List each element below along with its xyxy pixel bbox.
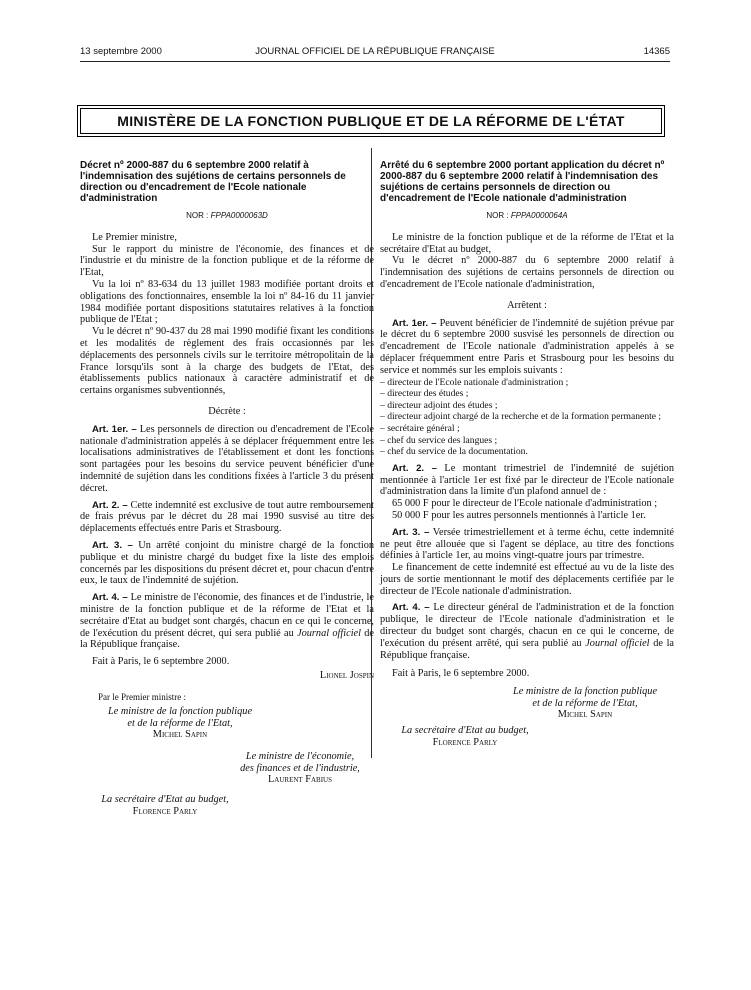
journal-title: JOURNAL OFFICIEL DE LA RÉPUBLIQUE FRANÇAISE <box>255 46 495 57</box>
list-item: – chef du service des langues ; <box>380 434 498 446</box>
decree-column <box>80 160 374 817</box>
decrete-heading: Décrète : <box>208 405 246 417</box>
article-text: Le montant trimestriel de l'indemnité de sujétion mentionnée à l'article 1er est fixé par le directeur de l'Ecole nationale d'administration dans la limite d'un plafond annuel de : <box>380 462 674 498</box>
signatory-title: La secrétaire d'Etat au budget, <box>101 794 229 806</box>
article-text: Versée trimestriellement et à terme échu, cette indemnité ne peut être allouée que si l'agent se déplace, au titre des fonctions définies à l'article 1er, au moins vingt-quatre jours par trimestre. <box>380 526 674 562</box>
arrete-article <box>380 602 674 661</box>
signatory-name: Florence Parly <box>432 736 498 748</box>
list-item: – directeur de l'Ecole nationale d'administration ; <box>380 376 569 388</box>
signatory-name: Michel Sapin <box>152 729 208 741</box>
ministry-banner: MINISTÈRE DE LA FONCTION PUBLIQUE ET DE LA RÉFORME DE L'ÉTAT <box>80 108 662 134</box>
amount-line: 50 000 F pour les autres personnels mentionnés à l'article 1er. <box>392 509 646 521</box>
signatory-block <box>380 725 550 748</box>
nor-label: NOR : <box>186 211 211 220</box>
arrete-para: Vu le décret nº 2000-887 du 6 septembre 2000 relatif à l'indemnisation des sujétions de certains personnels de direction ou d'encadrement de l'Ecole nationale d'administration, <box>380 255 674 290</box>
arrete-nor <box>380 210 674 222</box>
article-label: Art. 3. – <box>92 539 133 551</box>
article-label: Art. 1er. – <box>392 317 437 329</box>
page-header <box>80 46 670 60</box>
list-item: – directeur adjoint des études ; <box>380 399 498 411</box>
signatory-title: Le ministre de la fonction publique <box>512 686 658 698</box>
article-text: de la République française. <box>380 637 674 661</box>
nor-label: NOR : <box>486 211 511 220</box>
article-text: Le ministre de l'économie, des finances et de l'industrie, le ministre de la fonction publique et de la réforme de l'Etat et la secrétaire d'Etat au budget sont chargés, chacun en ce qui le concerne, de l'exécution du présent décret, qui sera publié au <box>80 592 374 639</box>
arrete-article <box>380 527 674 562</box>
article-text: Un arrêté conjoint du ministre chargé de la fonction publique et du ministre chargé du budget fixe la liste des emplois concernés par les dispositions du présent décret et, pour chacun d'entre eux, le taux de l'indemnité de sujétion. <box>80 539 374 587</box>
article-label: Art. 3. – <box>392 526 430 538</box>
article-text: Le directeur général de l'administration et de la fonction publique, le directeur de l'Ecole nationale d'administration et le directeur du budget sont chargés, chacun en ce qui le concerne, de l'exécution du présent arrêté, qui sera publié au <box>380 602 674 649</box>
header-date: 13 septembre 2000 <box>80 46 162 57</box>
signatory-title: et de la réforme de l'Etat, <box>127 717 233 729</box>
signatory-title: La secrétaire d'Etat au budget, <box>401 725 529 737</box>
nor-code: FPPA0000064A <box>510 211 568 220</box>
list-item: – chef du service de la documentation. <box>380 446 528 458</box>
journal-officiel-ref: Journal officiel <box>585 637 650 649</box>
decree-article <box>80 500 374 535</box>
signatory-block <box>490 686 680 721</box>
list-item: – directeur adjoint chargé de la recherche et de la formation permanente ; <box>380 411 662 423</box>
arrete-title: Arrêté du 6 septembre 2000 portant application du décret nº 2000-887 du 6 septembre 2000 relatif à l'indemnisation des sujétions de certains personnels de direction ou d'encadrement de l'Ecole nationale d'administration <box>380 160 665 204</box>
nor-code: FPPA0000063D <box>210 211 268 220</box>
arrete-para: Le financement de cette indemnité est effectué au vu de la liste des jours de sortie mentionnant le motif des déplacements certifiée par le directeur de l'Ecole nationale d'administration. <box>380 562 674 597</box>
decree-para: Vu le décret nº 90-437 du 28 mai 1990 modifié fixant les conditions et les modalités de règlement des frais occasionnés par les déplacements des personnels civils sur le territoire métropolitain de la France lorsqu'ils sont à la charge des budgets de l'Etat, des établissements publics nationaux à caractère administratif et de certains organismes subventionnés, <box>80 326 374 397</box>
fait-a-paris: Fait à Paris, le 6 septembre 2000. <box>92 656 230 668</box>
pm-signature: Lionel Jospin <box>319 669 374 681</box>
arrete-article <box>380 318 674 377</box>
header-rule <box>80 61 670 62</box>
arrete-column <box>380 160 674 748</box>
emploi-list <box>380 377 674 458</box>
amount-line: 65 000 F pour le directeur de l'Ecole nationale d'administration ; <box>392 498 658 510</box>
signatory-block <box>210 751 390 786</box>
signatory-name: Laurent Fabius <box>268 774 332 786</box>
decree-para: Vu la loi nº 83-634 du 13 juillet 1983 modifiée portant droits et obligations des fonctionnaires, ensemble la loi nº 84-16 du 11 janvier 1984 modifiée portant dispositions statutaires relatives à la fonction publique de l'Etat ; <box>80 278 374 326</box>
article-text: Peuvent bénéficier de l'indemnité de sujétion prévue par le décret du 6 septembre 2000 susvisé les personnels de direction ou d'encadrement de l'Ecole nationale d'administration appelés à se déplacer fréquemment entre Paris et Strasbourg pour les besoins du service et nommés sur les emplois suivants : <box>380 317 674 376</box>
signatory-title: Le ministre de l'économie, <box>245 751 355 763</box>
article-label: Art. 2. – <box>92 499 128 511</box>
par-pm: Par le Premier ministre : <box>98 691 186 702</box>
signatory-title: Le ministre de la fonction publique <box>107 706 253 718</box>
decree-para: Le Premier ministre, <box>92 231 177 243</box>
decree-para: Sur le rapport du ministre de l'économie, des finances et de l'industrie et du ministre de la fonction publique et de la réforme de l'Etat, <box>80 243 374 279</box>
article-label: Art. 1er. – <box>92 423 137 435</box>
decree-article <box>80 540 374 587</box>
journal-officiel-ref: Journal officiel <box>297 627 361 639</box>
signatory-title: des finances et de l'industrie, <box>240 762 360 774</box>
signatory-block <box>80 794 250 817</box>
decree-article <box>80 592 374 651</box>
fait-a-paris: Fait à Paris, le 6 septembre 2000. <box>392 668 530 680</box>
page-number: 14365 <box>643 46 670 57</box>
article-label: Art. 4. – <box>392 602 430 614</box>
signatory-title: et de la réforme de l'Etat, <box>532 697 638 709</box>
decree-nor <box>80 210 374 222</box>
article-text: Les personnels de direction ou d'encadrement de l'Ecole nationale d'administration appelés à se déplacer fréquemment entre les localisations administratives de l'établissement et dont les fonctions sont partagées pour les besoins du service peuvent bénéficier d'une indemnité de sujétion dans les conditions fixées à l'article 3 du présent décret. <box>80 423 374 494</box>
list-item: – secrétaire général ; <box>380 422 460 434</box>
decree-title: Décret nº 2000-887 du 6 septembre 2000 relatif à l'indemnisation des sujétions de certains personnels de direction ou d'encadrement de l'Ecole nationale d'administration <box>80 160 346 204</box>
decree-article <box>80 424 374 495</box>
arrete-para: Le ministre de la fonction publique et de la réforme de l'Etat et la secrétaire d'Etat au budget, <box>380 231 674 255</box>
list-item: – directeur des études ; <box>380 388 469 400</box>
article-text: Cette indemnité est exclusive de tout autre remboursement de frais prévus par le décret du 28 mai 1990 susvisé au titre des déplacements effectués entre Paris et Strasbourg. <box>80 499 374 535</box>
arretent-heading: Arrêtent : <box>507 299 547 311</box>
signatory-block <box>80 706 280 741</box>
signatory-name: Michel Sapin <box>557 709 613 721</box>
article-text: de la République française. <box>80 627 374 651</box>
article-label: Art. 4. – <box>92 592 128 604</box>
article-label: Art. 2. – <box>392 462 437 474</box>
signatory-name: Florence Parly <box>132 805 198 817</box>
arrete-article <box>380 463 674 498</box>
